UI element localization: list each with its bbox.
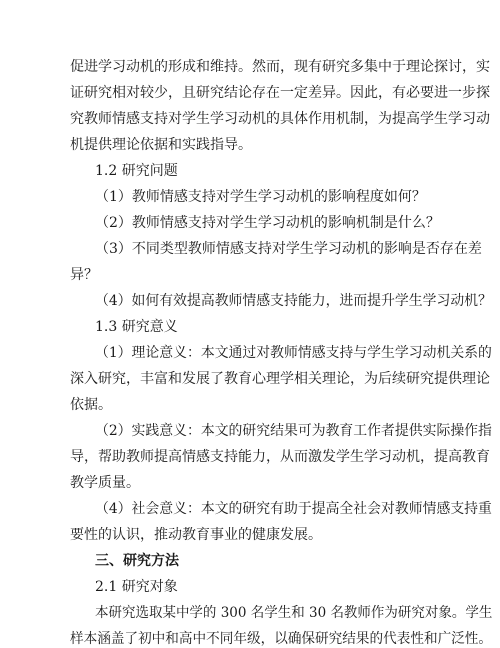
section-heading-2-1: 2.1 研究对象 bbox=[95, 579, 178, 595]
significance-theory-cont: 依据。 bbox=[70, 397, 112, 413]
paragraph-line: 本研究选取某中学的 300 名学生和 30 名教师作为研究对象。学生 bbox=[95, 605, 493, 621]
paragraph-line: 样本涵盖了初中和高中不同年级，以确保研究结果的代表性和广泛性。 bbox=[70, 631, 493, 647]
section-heading-1-3: 1.3 研究意义 bbox=[95, 319, 178, 335]
significance-social-cont: 要性的认识，推动教育事业的健康发展。 bbox=[70, 527, 322, 543]
section-heading-1-2: 1.2 研究问题 bbox=[95, 163, 178, 179]
question-item-4: （4）如何有效提高教师情感支持能力，进而提升学生学习动机？ bbox=[95, 293, 492, 309]
significance-practice: （2）实践意义：本文的研究结果可为教育工作者提供实际操作指 bbox=[95, 423, 492, 439]
significance-practice-cont: 教学质量。 bbox=[70, 475, 140, 491]
question-item-2: （2）教师情感支持对学生学习动机的影响机制是什么？ bbox=[95, 215, 440, 231]
chapter-heading-methods: 三、研究方法 bbox=[95, 553, 179, 569]
significance-practice-cont: 导，帮助教师提高情感支持能力，从而激发学生学习动机，提高教育 bbox=[70, 449, 490, 465]
question-item-1: （1）教师情感支持对学生学习动机的影响程度如何？ bbox=[95, 189, 426, 205]
paragraph-line: 证研究相对较少，且研究结论存在一定差异。因此，有必要进一步探 bbox=[70, 85, 490, 101]
paragraph-line: 究教师情感支持对学生学习动机的具体作用机制，为提高学生学习动 bbox=[70, 111, 490, 127]
significance-theory: （1）理论意义：本文通过对教师情感支持与学生学习动机关系的 bbox=[95, 345, 492, 361]
paragraph-line: 机提供理论依据和实践指导。 bbox=[70, 137, 252, 153]
question-item-3: （3）不同类型教师情感支持对学生学习动机的影响是否存在差 bbox=[95, 241, 482, 257]
question-item-3-cont: 异？ bbox=[70, 267, 98, 283]
paragraph-line: 促进学习动机的形成和维持。然而，现有研究多集中于理论探讨，实 bbox=[70, 59, 490, 75]
significance-theory-cont: 深入研究，丰富和发展了教育心理学相关理论，为后续研究提供理论 bbox=[70, 371, 490, 387]
significance-social: （4）社会意义：本文的研究有助于提高全社会对教师情感支持重 bbox=[95, 501, 492, 517]
